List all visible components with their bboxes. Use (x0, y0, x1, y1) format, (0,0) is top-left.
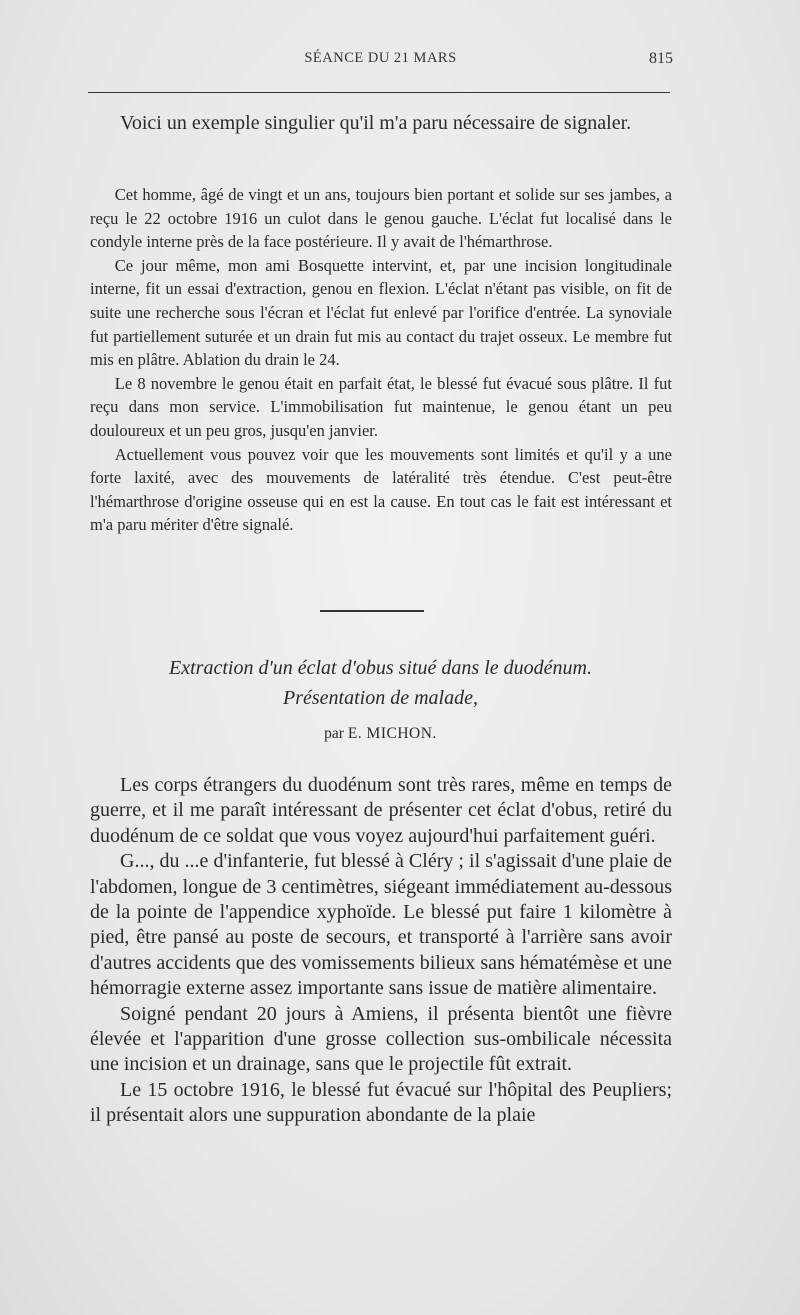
intro-section (90, 110, 672, 136)
case-paragraph-3: Le 8 novembre le genou était en parfait état, le blessé fut évacué sous plâtre. Il fut reçu dans mon service. L'immobilisation fut maintenue, le genou étant un peu douloureux et un peu gros, jusqu'en janvier. (90, 373, 672, 440)
article-body (90, 773, 672, 1129)
section-separator (320, 610, 424, 612)
article-author (88, 722, 673, 746)
author-prefix: par (324, 725, 344, 742)
author-name: E. MICHON. (347, 725, 437, 742)
article-title (88, 653, 673, 713)
body-paragraph-4: Le 15 octobre 1916, le blessé fut évacué sur l'hôpital des Peupliers; il présentait alors une suppuration abondante de la plaie (90, 1078, 672, 1127)
body-paragraph-3: Soigné pendant 20 jours à Amiens, il présenta bientôt une fièvre élevée et l'apparition d'une grosse collection sus-ombilicale nécessita une incision et un drainage, sans que le projectile fût extrait. (90, 1002, 672, 1076)
case-report-section (90, 183, 672, 537)
page-header (88, 50, 673, 76)
article-title-line-1: Extraction d'un éclat d'obus situé dans le duodénum. (169, 657, 592, 679)
body-paragraph-1: Les corps étrangers du duodénum sont très rares, même en temps de guerre, et il me paraît intéressant de présenter cet éclat d'obus, retiré du duodénum de ce soldat que vous voyez aujourd'hui parfaitement guéri. (90, 774, 672, 847)
running-title: SÉANCE DU 21 MARS (304, 50, 457, 66)
case-paragraph-2: Ce jour même, mon ami Bosquette intervint, et, par une incision longitudinale interne, fit un essai d'extraction, genou en flexion. L'éclat n'étant pas visible, on fit de suite une recherche sous l'écran et l'éclat fut enlevé par l'orifice d'entrée. La synoviale fut partiellement suturée et un drain fut mis au contact du trajet osseux. Le membre fut mis en plâtre. Ablation du drain le 24. (90, 255, 672, 370)
header-rule (88, 92, 670, 93)
case-paragraph-4: Actuellement vous pouvez voir que les mouvements sont limités et qu'il y a une forte laxité, avec des mouvements de latéralité très étendue. C'est peut-être l'hémarthrose d'origine osseuse qui en est la cause. En tout cas le fait est intéressant et m'a paru mériter d'être signalé. (90, 444, 672, 535)
case-paragraph-1: Cet homme, âgé de vingt et un ans, toujours bien portant et solide sur ses jambes, a reçu le 22 octobre 1916 un culot dans le genou gauche. L'éclat fut localisé dans le condyle interne près de la face postérieure. Il y avait de l'hémarthrose. (90, 185, 672, 252)
body-paragraph-2: G..., du ...e d'infanterie, fut blessé à Cléry ; il s'agissait d'une plaie de l'abdomen, longue de 3 centimètres, siégeant immédiatement au-dessous de la pointe de l'appendice xyphoïde. Le blessé put faire 1 kilomètre à pied, être pansé au poste de secours, et transporté à l'arrière sans avoir d'autres accidents que des vomissements bilieux sans hématémèse et une hémorragie externe assez importante sans issue de matière alimentaire. (90, 850, 672, 1000)
article-title-line-2: Présentation de malade, (283, 687, 478, 709)
page-number: 815 (649, 50, 673, 67)
intro-paragraph: Voici un exemple singulier qu'il m'a paru nécessaire de signaler. (120, 112, 632, 134)
